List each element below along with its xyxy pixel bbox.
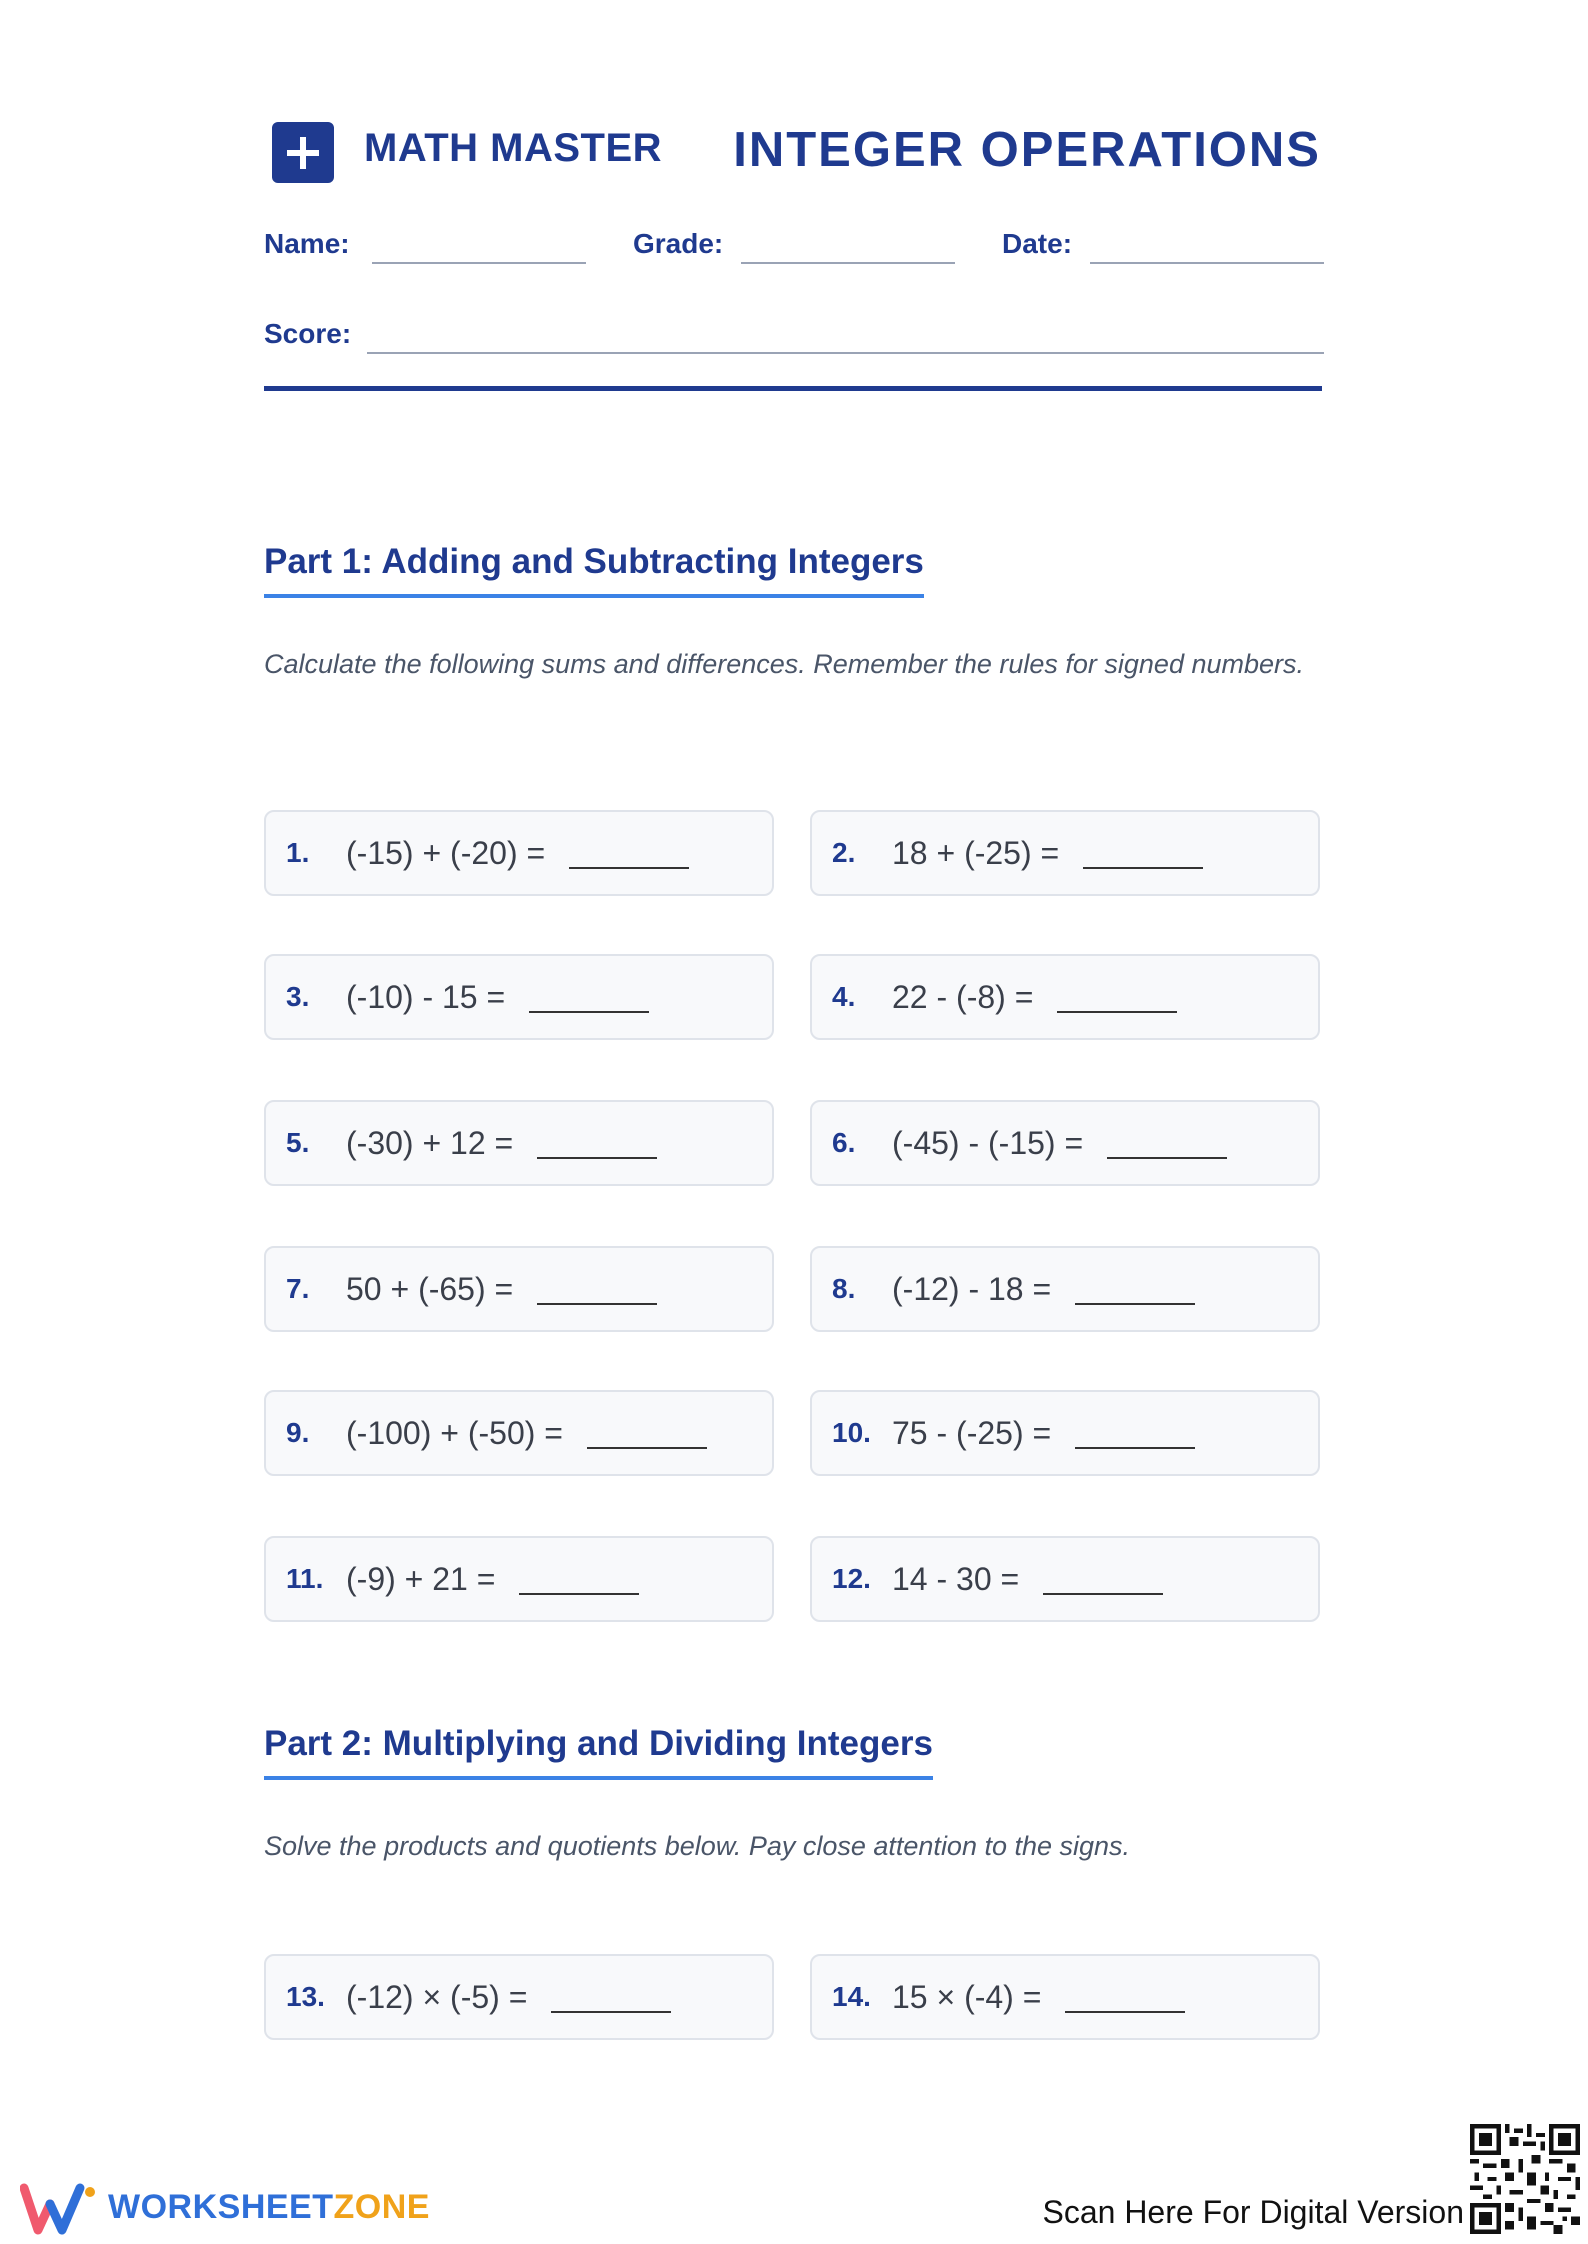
problem-expression: 22 - (-8) = (892, 978, 1034, 1015)
problem-number: 2. (832, 837, 856, 868)
problem-number: 12. (832, 1563, 871, 1594)
answer-blank[interactable] (1057, 981, 1177, 1013)
problem-card (810, 1536, 1320, 1622)
name-label: Name: (264, 228, 350, 259)
problem-number: 7. (286, 1273, 310, 1304)
footer-brand (108, 2188, 430, 2227)
problem-expression: (-12) × (-5) = (346, 1978, 528, 2015)
date-field[interactable] (1090, 262, 1324, 264)
problem-number: 8. (832, 1273, 856, 1304)
problem-card (264, 1390, 774, 1476)
name-field[interactable] (372, 262, 586, 264)
date-label: Date: (1002, 228, 1073, 259)
problem-number: 3. (286, 981, 310, 1012)
problem-number: 4. (832, 981, 856, 1012)
problem-card (264, 810, 774, 896)
score-label: Score: (264, 318, 352, 349)
problem-expression: 50 + (-65) = (346, 1270, 514, 1307)
answer-blank[interactable] (1083, 837, 1203, 869)
answer-blank[interactable] (551, 1981, 671, 2013)
answer-blank[interactable] (1075, 1273, 1195, 1305)
logo-badge (272, 122, 334, 183)
problem-expression: 14 - 30 = (892, 1560, 1020, 1597)
problem-number: 6. (832, 1127, 856, 1158)
part1-title: Part 1: Adding and Subtracting Integers (264, 542, 924, 598)
problem-card (264, 1100, 774, 1186)
answer-blank[interactable] (537, 1273, 657, 1305)
answer-blank[interactable] (587, 1417, 707, 1449)
answer-blank[interactable] (1065, 1981, 1185, 2013)
problem-card (810, 954, 1320, 1040)
problem-expression: (-12) - 18 = (892, 1270, 1052, 1307)
problem-card (264, 1954, 774, 2040)
footer-brand-part1: WORKSHEET (108, 2188, 334, 2226)
problem-number: 9. (286, 1417, 310, 1448)
problem-card (810, 1246, 1320, 1332)
problem-number: 1. (286, 837, 310, 868)
part2-title: Part 2: Multiplying and Dividing Integers (264, 1724, 933, 1780)
problem-number: 14. (832, 1981, 871, 2012)
qr-code-icon[interactable] (1470, 2124, 1580, 2234)
grade-field[interactable] (741, 262, 955, 264)
problem-card (810, 1954, 1320, 2040)
header-divider (264, 386, 1322, 391)
problem-card (264, 954, 774, 1040)
footer-brand-part2: ZONE (333, 2188, 430, 2226)
problem-number: 11. (286, 1563, 324, 1594)
problem-card (264, 1246, 774, 1332)
answer-blank[interactable] (537, 1127, 657, 1159)
problem-expression: (-15) + (-20) = (346, 834, 546, 871)
part1-instructions: Calculate the following sums and differences. Remember the rules for signed numbers. (264, 649, 1305, 679)
problem-card (264, 1536, 774, 1622)
worksheet-title: INTEGER OPERATIONS (733, 123, 1321, 177)
problem-expression: (-10) - 15 = (346, 978, 506, 1015)
problem-expression: (-45) - (-15) = (892, 1124, 1084, 1161)
answer-blank[interactable] (1043, 1563, 1163, 1595)
part2-instructions: Solve the products and quotients below. Pay close attention to the signs. (264, 1831, 1131, 1861)
answer-blank[interactable] (1107, 1127, 1227, 1159)
grade-label: Grade: (633, 228, 724, 259)
problem-number: 13. (286, 1981, 325, 2012)
plus-icon (284, 134, 322, 172)
problem-expression: 15 × (-4) = (892, 1978, 1042, 2015)
problem-number: 10. (832, 1417, 871, 1448)
worksheetzone-logo-icon (20, 2182, 98, 2236)
problem-expression: 18 + (-25) = (892, 834, 1060, 871)
problem-card (810, 810, 1320, 896)
problem-number: 5. (286, 1127, 310, 1158)
answer-blank[interactable] (519, 1563, 639, 1595)
problem-card (810, 1390, 1320, 1476)
score-field[interactable] (367, 352, 1324, 354)
problem-expression: (-30) + 12 = (346, 1124, 514, 1161)
scan-instruction: Scan Here For Digital Version (1042, 2194, 1464, 2230)
brand-name: MATH MASTER (364, 126, 663, 170)
problem-expression: 75 - (-25) = (892, 1414, 1052, 1451)
problem-expression: (-9) + 21 = (346, 1560, 496, 1597)
problem-expression: (-100) + (-50) = (346, 1414, 563, 1451)
answer-blank[interactable] (1075, 1417, 1195, 1449)
answer-blank[interactable] (529, 981, 649, 1013)
answer-blank[interactable] (569, 837, 689, 869)
problem-card (810, 1100, 1320, 1186)
